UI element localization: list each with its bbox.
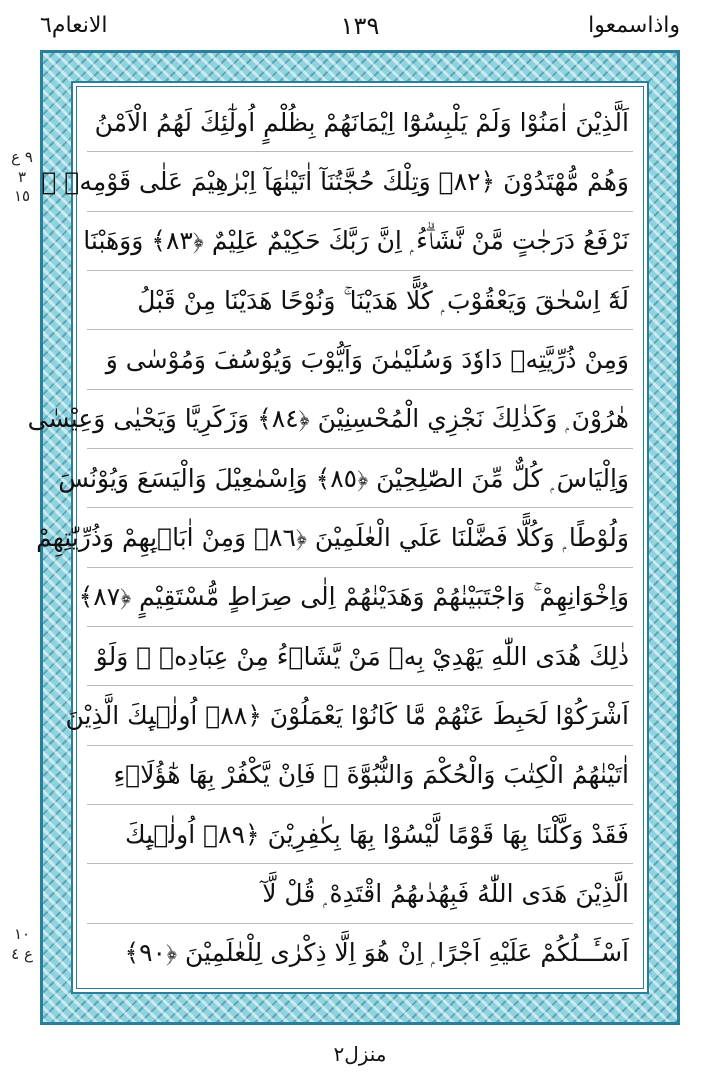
- manzil-footer: منزل٢: [333, 1042, 387, 1066]
- verse-line: هٰرُوْنَ ۭ وَكَذٰلِكَ نَجْزِي الْمُحْسِنِيْنَ ﴿٨٤﴾ وَزَكَرِيَّا وَيَحْيٰى وَعِيْسٰى: [87, 390, 633, 449]
- verse-line: نَرْفَعُ دَرَجٰتٍ مَّنْ نَّشَاۗءُ ۭ اِنَّ رَبَّكَ حَكِيْمٌ عَلِيْمٌ ﴿٨٣﴾ وَوَهَبْنَا: [87, 212, 633, 271]
- verse-line: اَلَّذِيْنَ اٰمَنُوْا وَلَمْ يَلْبِسُوْٓا اِيْمَانَهُمْ بِظُلْمٍ اُولٰٓئِكَ لَهُمُ الْاَمْنُ: [87, 93, 633, 152]
- verse-line: وَهُمْ مُّهْتَدُوْنَ ﴿٨٢﴾ وَتِلْكَ حُجَّتُنَآ اٰتَيْنٰهَآ اِبْرٰهِيْمَ عَلٰى قَوْمِهٖ ۭ: [87, 152, 633, 211]
- text-panel: [27, 81, 649, 994]
- decorative-border: [27, 50, 680, 1025]
- ruku-marker-bottom: ١٠ ع ٤: [11, 925, 33, 963]
- verse-line: اَشْرَكُوْا لَحَبِطَ عَنْهُمْ مَّا كَانُوْا يَعْمَلُوْنَ ﴿٨٨﴾ اُولٰۗىِٕكَ الَّذِيْنَ: [87, 686, 633, 745]
- header-juz-name: واذاسمعوا: [588, 13, 680, 38]
- page-number: ١٣٩: [340, 12, 380, 40]
- verse-line: اٰتَيْنٰهُمُ الْكِتٰبَ وَالْحُكْمَ وَالنُّبُوَّةَ ۚ فَاِنْ يَّكْفُرْ بِهَا هٰٓؤُلَاۗءِ: [87, 746, 633, 805]
- verse-line: ذٰلِكَ هُدَى اللّٰهِ يَهْدِيْ بِهٖ مَنْ يَّشَاۗءُ مِنْ عِبَادِهٖ ۭ وَلَوْ: [87, 627, 633, 686]
- verse-line: وَاِخْوَانِهِمْ ۚ وَاجْتَبَيْنٰهُمْ وَهَدَيْنٰهُمْ اِلٰى صِرَاطٍ مُّسْتَقِيْمٍ ﴿٨٧﴾: [87, 568, 633, 627]
- verse-line: وَلُوْطًا ۭ وَكُلًّا فَضَّلْنَا عَلَي الْعٰلَمِيْنَ ﴿٨٦﴾ وَمِنْ اٰبَاۗىِٕهِمْ وَذُرِّيّٰتِهِمْ: [87, 508, 633, 567]
- verse-line: الَّذِيْنَ هَدَى اللّٰهُ فَبِهُدٰىهُمُ اقْتَدِهْ ۭ قُلْ لَّآ: [87, 864, 633, 923]
- page-header: [40, 8, 680, 44]
- verse-line: لَهٗٓ اِسْحٰقَ وَيَعْقُوْبَ ۭ كُلًّا هَدَيْنَا ۚ وَنُوْحًا هَدَيْنَا مِنْ قَبْلُ: [87, 271, 633, 330]
- header-surah-name: الانعام٦: [40, 13, 108, 38]
- verse-line: وَمِنْ ذُرِّيَّتِهٖ دَاوٗدَ وَسُلَيْمٰنَ وَاَيُّوْبَ وَيُوْسُفَ وَمُوْسٰى وَ: [87, 330, 633, 389]
- verse-line: فَقَدْ وَكَّلْنَا بِهَا قَوْمًا لَّيْسُوْا بِهَا بِكٰفِرِيْنَ ﴿٨٩﴾ اُولٰۗىِٕكَ: [87, 805, 633, 864]
- verse-lines: [27, 93, 633, 982]
- ruku-marker-top: ٩ ع ٣ ١٥: [11, 148, 33, 205]
- verse-line: وَاِلْيَاسَ ۭ كُلٌّ مِّنَ الصّٰلِحِيْنَ ﴿٨٥﴾ وَاِسْمٰعِيْلَ وَالْيَسَعَ وَيُوْنُسَ: [87, 449, 633, 508]
- verse-line: اَسْـَٔــلُكُمْ عَلَيْهِ اَجْرًا ۭ اِنْ هُوَ اِلَّا ذِكْرٰى لِلْعٰلَمِيْنَ ﴿٩٠﴾: [124, 938, 629, 968]
